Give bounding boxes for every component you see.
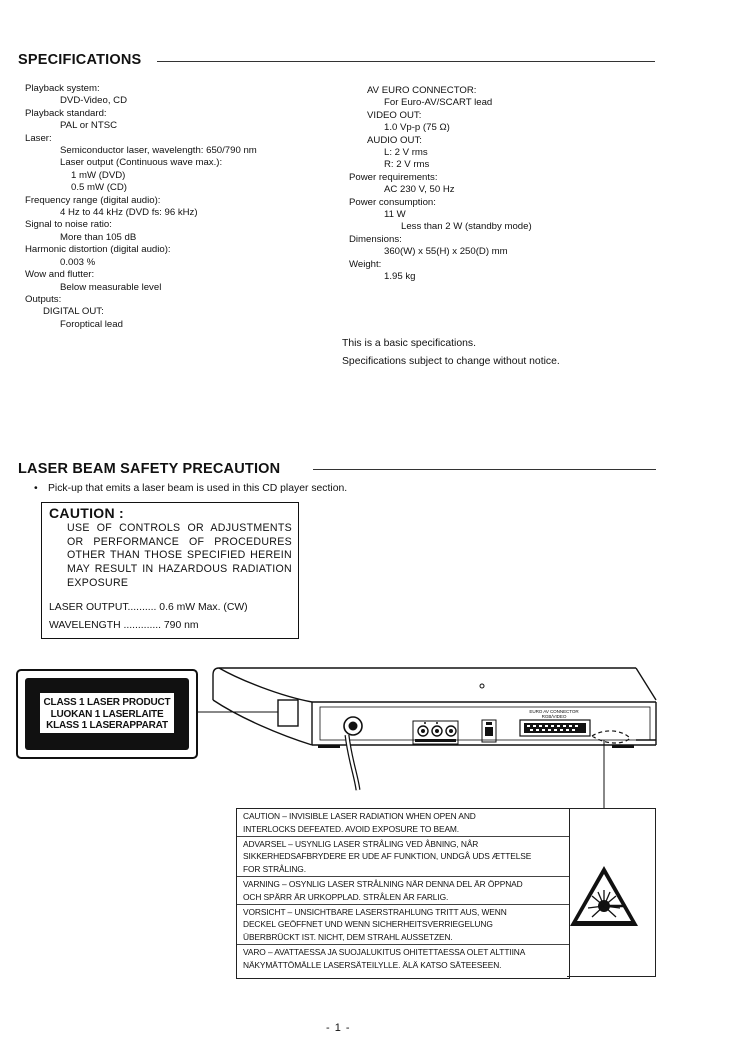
- warning-line: ADVARSEL – USYNLIG LASER STRÅLING VED ÅBNING, NÅR: [243, 838, 479, 849]
- warning-cell-german: [237, 905, 569, 945]
- spec-line: Wow and flutter:: [25, 269, 95, 281]
- spec-line: Semiconductor laser, wavelength: 650/790 nm: [60, 145, 257, 157]
- spec-line: Power requirements:: [349, 171, 438, 183]
- warning-line: OCH SPÄRR ÄR URKOPPLAD. STRÅLEN ÄR FARLIG.: [243, 891, 449, 902]
- spec-line: Below measurable level: [60, 281, 162, 293]
- laser-output-value: 0.6 mW Max. (CW): [159, 602, 248, 613]
- caution-line: USE OF CONTROLS OR ADJUSTMENTS: [67, 522, 292, 534]
- spec-line: Frequency range (digital audio):: [25, 194, 161, 206]
- bullet-marker: •: [34, 483, 38, 494]
- warning-line: VORSICHT – UNSICHTBARE LASERSTRAHLUNG TRITT AUS, WENN: [243, 906, 507, 917]
- spec-line: 1 mW (DVD): [71, 169, 126, 181]
- spec-line: More than 105 dB: [60, 231, 137, 243]
- warning-line: FOR STRÅLING.: [243, 864, 306, 875]
- spec-right-column: [349, 85, 532, 284]
- caution-line: OR PERFORMANCE OF PROCEDURES: [67, 535, 292, 548]
- caution-box: [41, 502, 299, 639]
- caution-line: EXPOSURE: [67, 576, 129, 589]
- spec-line: Dimensions:: [349, 233, 402, 245]
- euro-connector-sub: RGB/VIDEO: [541, 714, 567, 719]
- warning-cell-swedish: [237, 877, 569, 905]
- bullet-text: Pick-up that emits a laser beam is used in this CD player section.: [48, 483, 348, 494]
- spec-line: 1.0 Vp-p (75 Ω): [384, 122, 450, 134]
- warning-line: NÄKYMÄTTÖMÄLLE LASERSÄTEILYLLE. ÄLÄ KATSO SÄTEESEEN.: [243, 959, 502, 970]
- spec-line: AV EURO CONNECTOR:: [367, 85, 477, 96]
- wavelength-label: WAVELENGTH .............: [49, 620, 162, 631]
- spec-line: Signal to noise ratio:: [25, 219, 112, 231]
- class1-line: KLASS 1 LASERAPPARAT: [46, 720, 168, 731]
- spec-line: AUDIO OUT:: [367, 134, 422, 146]
- spec-line: Weight:: [349, 258, 382, 270]
- warning-line: INTERLOCKS DEFEATED. AVOID EXPOSURE TO BEAM.: [243, 823, 460, 834]
- warning-line: SIKKERHEDSAFBRYDERE ER UDE AF FUNKTION, UNDGÅ UDS ÆTTELSE: [243, 851, 532, 862]
- spec-line: 1.95 kg: [384, 271, 416, 283]
- wavelength-value: 790 nm: [163, 620, 199, 631]
- title-rule: [157, 61, 655, 62]
- spec-line: DVD-Video, CD: [60, 95, 128, 107]
- spec-line: 4 Hz to 44 kHz (DVD fs: 96 kHz): [60, 207, 198, 219]
- laser-output-label: LASER OUTPUT..........: [49, 602, 157, 613]
- class1-label-frame: [25, 678, 189, 750]
- warning-line: ÜBERBRÜCKT IST. NICHT, DEM STRAHL AUSSETZEN.: [243, 932, 453, 943]
- spec-notes: [342, 335, 560, 371]
- spec-note: This is a basic specifications.: [342, 338, 476, 349]
- spec-note: Specifications subject to change without notice.: [342, 356, 560, 367]
- laser-output-row: [49, 602, 248, 613]
- warning-cell-finnish: [237, 945, 569, 972]
- spec-line: 0.5 mW (CD): [71, 182, 127, 194]
- spec-line: R: 2 V rms: [384, 159, 430, 171]
- euro-connector-label: [528, 709, 580, 719]
- spec-line: VIDEO OUT:: [367, 109, 422, 121]
- spec-line: Harmonic distortion (digital audio):: [25, 244, 171, 256]
- spec-left-column: [25, 83, 257, 331]
- spec-line: Power consumption:: [349, 196, 436, 208]
- spec-line: Less than 2 W (standby mode): [401, 221, 532, 233]
- specifications-title: SPECIFICATIONS: [18, 52, 142, 68]
- wavelength-row: [49, 620, 199, 631]
- caution-text: [67, 522, 292, 591]
- spec-line: Playback system:: [25, 83, 100, 94]
- spec-line: DIGITAL OUT:: [43, 306, 104, 318]
- spec-line: Foroptical lead: [60, 318, 123, 330]
- title-rule: [313, 469, 656, 470]
- spec-line: For Euro-AV/SCART lead: [384, 97, 493, 109]
- class1-line: CLASS 1 LASER PRODUCT: [43, 697, 171, 708]
- page-number: - 1 -: [326, 1022, 351, 1034]
- laser-hazard-icon: [582, 868, 626, 912]
- warning-line: CAUTION – INVISIBLE LASER RADIATION WHEN OPEN AND: [243, 811, 476, 821]
- spec-line: 360(W) x 55(H) x 250(D) mm: [384, 246, 508, 258]
- caution-line: OTHER THAN THOSE SPECIFIED HEREIN: [67, 549, 292, 562]
- spec-line: PAL or NTSC: [60, 120, 118, 132]
- laser-warning-table: [236, 808, 570, 979]
- class1-label-text: [40, 693, 174, 733]
- caution-title: CAUTION :: [49, 505, 125, 521]
- spec-line: Playback standard:: [25, 107, 107, 119]
- spec-line: L: 2 V rms: [384, 147, 428, 159]
- spec-line: Laser:: [25, 132, 52, 144]
- warning-line: VARO – AVATTAESSA JA SUOJALUKITUS OHITETTAESSA OLET ALTTIINA: [243, 946, 526, 957]
- spec-line: AC 230 V, 50 Hz: [384, 184, 455, 196]
- spec-line: Outputs:: [25, 293, 62, 305]
- caution-line: MAY RESULT IN HAZARDOUS RADIATION: [67, 563, 292, 576]
- laser-safety-title: LASER BEAM SAFETY PRECAUTION: [18, 461, 281, 477]
- warning-cell-danish: [237, 837, 569, 877]
- class1-line: LUOKAN 1 LASERLAITE: [50, 708, 164, 720]
- warning-cell-english: [237, 809, 569, 837]
- spec-line: 0.003 %: [60, 256, 96, 268]
- spec-line: Laser output (Continuous wave max.):: [60, 157, 223, 169]
- euro-connector-title: EURO AV CONNECTOR: [529, 709, 579, 714]
- warning-line: VARNING – OSYNLIG LASER STRÅLNING NÄR DENNA DEL ÄR ÖPPNAD: [243, 878, 523, 889]
- class1-laser-label: [16, 669, 198, 759]
- spec-line: 11 W: [384, 209, 406, 221]
- warning-line: DECKEL GEÖFFNET UND WENN SICHERHEITSVERRIEGELUNG: [243, 919, 493, 930]
